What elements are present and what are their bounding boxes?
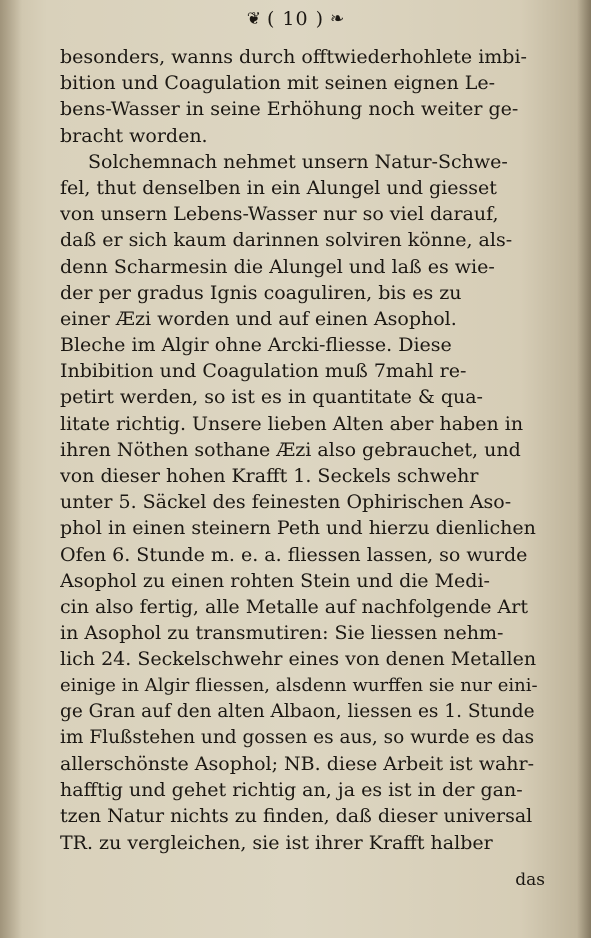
text-line: ihren Nöthen sothane Æzi also gebrauchet, und [60,438,521,461]
text-line: Ofen 6. Stunde m. e. a. fliessen lassen, so wurde [60,543,528,566]
text-line: Solchemnach nehmet unsern Natur-Schwe- [88,150,508,173]
text-line: einige in Algir fliessen, alsdenn wurffen sie nur eini- [60,674,538,696]
text-line: hafftig und gehet richtig an, ja es ist in der gan- [60,779,523,802]
text-line: im Flußstehen und gossen es aus, so wurde es das [60,726,535,748]
ornament-left-icon: ❦ [246,8,261,29]
text-line: bracht worden. [60,124,208,147]
text-line: einer Æzi worden und auf einen Asophol. [60,307,457,330]
page-number: ( 10 ) [266,8,325,30]
text-line: fel, thut denselben in ein Alungel und giesset [60,176,497,199]
page-gutter-shadow [0,0,22,938]
text-line: TR. zu vergleichen, sie ist ihrer Krafft halber [60,831,493,854]
text-line: Inbibition und Coagulation muß 7mahl re- [60,360,467,383]
text-line: besonders, wanns durch offtwiederhohlete imbi- [60,46,527,68]
text-line: denn Scharmesin die Alungel und laß es wie- [60,255,495,278]
text-line: von unsern Lebens-Wasser nur so viel darauf, [60,203,499,226]
text-line: lich 24. Seckelschwehr eines von denen Metallen [60,648,537,671]
text-line: bens-Wasser in seine Erhöhung noch weiter ge- [60,98,519,121]
catchword: das [515,870,545,890]
text-line: bition und Coagulation mit seinen eignen Le- [60,72,495,95]
text-line: Bleche im Algir ohne Arcki-fliesse. Diese [60,334,452,357]
text-line: tzen Natur nichts zu finden, daß dieser universal [60,805,533,828]
body-text [60,44,540,856]
page-edge-shadow [577,0,591,938]
text-line: unter 5. Säckel des feinesten Ophirischen Aso- [60,491,512,514]
text-line: petirt werden, so ist es in quantitate & qua- [60,386,483,409]
text-line: der per gradus Ignis coaguliren, bis es zu [60,281,462,304]
text-line: Asophol zu einen rohten Stein und die Medi- [60,569,490,592]
page-header [0,4,591,34]
text-line: allerschönste Asophol; NB. diese Arbeit ist wahr- [60,753,535,776]
ornament-right-icon: ❧ [330,8,345,29]
text-line: daß er sich kaum darinnen solviren könne, als- [60,229,513,252]
text-line: litate richtig. Unsere lieben Alten aber haben in [60,412,524,435]
text-line: cin also fertig, alle Metalle auf nachfolgende Art [60,595,528,618]
text-line: in Asophol zu transmutiren: Sie liessen nehm- [60,622,504,645]
text-line: phol in einen steinern Peth und hierzu dienlichen [60,517,536,540]
text-line: ge Gran auf den alten Albaon, liessen es 1. Stunde [60,700,535,722]
text-line: von dieser hohen Krafft 1. Seckels schwehr [60,465,479,487]
